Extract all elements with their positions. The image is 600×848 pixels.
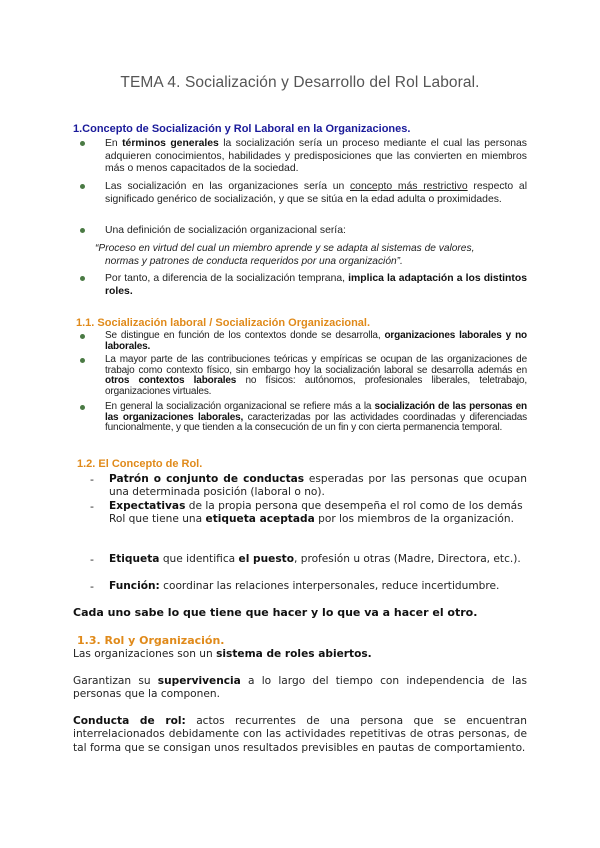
bullet-icon [80, 334, 85, 339]
bullet-icon [80, 405, 85, 410]
section-1-1-heading: 1.1. Socialización laboral / Socialización Organizacional. [76, 317, 371, 329]
bullet-icon [80, 276, 85, 281]
section-1-2-heading: 1.2. El Concepto de Rol. [77, 458, 203, 470]
bullet-icon [80, 184, 85, 189]
page-title: TEMA 4. Socialización y Desarrollo del Rol Laboral. [120, 74, 480, 91]
definition-quote: “Proceso en virtud del cual un miembro aprende y se adapta al sistemas de valores, normas y patrones de conducta requeridos por una organización”. [95, 243, 475, 267]
paragraph: Las organizaciones son un sistema de roles abiertos. [73, 648, 372, 660]
summary-statement: Cada uno sabe lo que tiene que hacer y lo que va a hacer el otro. [73, 606, 478, 619]
bullet-icon [80, 141, 85, 146]
document-page: TEMA 4. Socialización y Desarrollo del Rol Laboral. 1.Concepto de Socialización y Rol Laboral en la Organizaciones. En términos generales la socialización sería un proceso mediante el cual las personas adquieren conocimientos, habilidades y predisposiciones que las convierten en miembros más o menos capacitados de la sociedad. Las socialización en las organizaciones sería un concepto más restrictivo respecto al significado genérico de socialización, y que se sitúa en la edad adulta o proximidades. Una definición de socialización organizacional sería: “Proceso en virtud del cual un miembro aprende y se adapta al sistemas de valores, normas y patrones de conducta requeridos por una organización”. Por tanto, a diferencia de la socialización temprana, implica la adaptación a los distintos roles. 1.1. Socialización laboral / Socialización Organizacional. Se distingue en función de los contextos donde se desarrolla, organizaciones laborales y no laborales. La mayor parte de las contribuciones teóricas y empíricas se ocupan de las organizaciones de trabajo como contexto físico, sin embargo hoy la socialización laboral se desarrolla además en otros contextos laborales no físicos: autónomos, profesionales liberales, teletrabajo, organizaciones virtuales. En general la socialización organizacional se refiere más a la socialización de las personas en las organizaciones laborales, caracterizadas por las actividades coordinadas y diferenciadas funcionalmente, y que tienden a la consecución de un fin y con cierta permanencia temporal. 1.2. El Concepto de Rol. - Patrón o conjunto de conductas esperadas por las personas que ocupan una determinada posición (laboral o no). - Expectativas de la propia persona que desempeña el rol como de los demás Rol que tiene una etiqueta aceptada por los miembros de la organización. - Etiqueta que identifica el puesto, profesión u otras (Madre, Directora, etc.). - Función: coordinar las relaciones interpersonales, reduce incertidumbre. Cada uno sabe lo que tiene que hacer y lo que va a hacer el otro. 1.3. Rol y Organización. Las organizaciones son un sistema de roles abiertos. Garantizan su supervivencia a lo largo del tiempo con independencia de las personas que la componen. Conducta de rol: actos recurrentes de una persona que se encuentran interrelacionados debidamente con las actividades repetitivas de otras personas, de tal forma que se consigan unos resultados previsibles en pautas de comportamiento. [0, 0, 600, 848]
paragraph: Conducta de rol: actos recurrentes de una persona que se encuentran interrelacionados debidamente con las actividades repetitivas de otras personas, de tal forma que se consigan unos resultados previsibles en pautas de comportamiento. [73, 715, 528, 754]
section-1-heading: 1.Concepto de Socialización y Rol Laboral en la Organizaciones. [73, 123, 411, 135]
bullet-icon [80, 358, 85, 363]
section-1-3-heading: 1.3. Rol y Organización. [77, 634, 225, 647]
paragraph: Garantizan su supervivencia a lo largo del tiempo con independencia de las personas que la componen. [73, 675, 527, 701]
bullet-icon [80, 228, 85, 233]
